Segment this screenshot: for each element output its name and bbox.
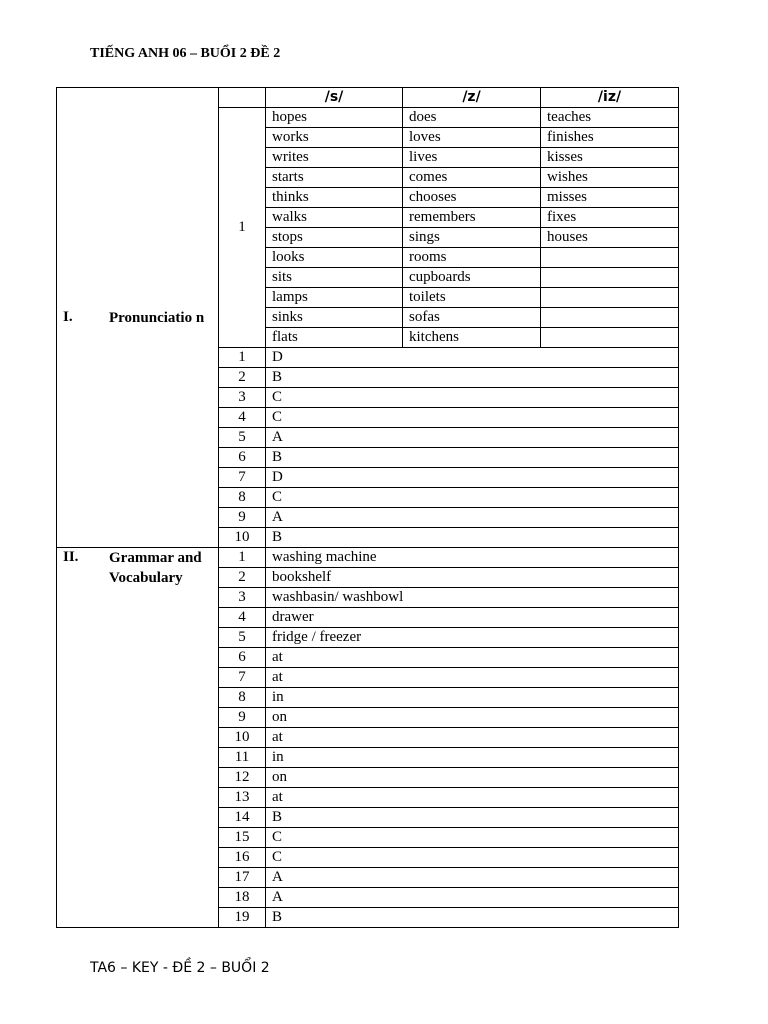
question-number: 7 xyxy=(219,668,266,688)
answer-cell: bookshelf xyxy=(266,568,679,588)
answer-cell: A xyxy=(266,508,679,528)
word-cell: hopes xyxy=(266,108,403,128)
word-cell: remembers xyxy=(403,208,541,228)
answer-cell: B xyxy=(266,908,679,928)
question-number: 5 xyxy=(219,428,266,448)
word-cell: sings xyxy=(403,228,541,248)
word-cell: wishes xyxy=(541,168,679,188)
answer-cell: B xyxy=(266,808,679,828)
grammar-section-name: Grammar and Vocabulary xyxy=(109,550,202,586)
word-cell: lamps xyxy=(266,288,403,308)
answer-cell: C xyxy=(266,848,679,868)
question-number: 9 xyxy=(219,708,266,728)
question-number: 9 xyxy=(219,508,266,528)
question-number: 2 xyxy=(219,568,266,588)
answer-cell: D xyxy=(266,468,679,488)
question-number: 8 xyxy=(219,688,266,708)
question-number: 17 xyxy=(219,868,266,888)
question-number: 8 xyxy=(219,488,266,508)
question-number: 7 xyxy=(219,468,266,488)
question-number: 13 xyxy=(219,788,266,808)
word-cell: does xyxy=(403,108,541,128)
answer-cell: at xyxy=(266,668,679,688)
page-footer: TA6 – KEY - ĐỀ 2 – BUỔI 2 xyxy=(90,960,270,976)
word-cell: sits xyxy=(266,268,403,288)
question-number: 1 xyxy=(219,108,266,348)
table-header-row xyxy=(57,88,679,108)
question-number: 14 xyxy=(219,808,266,828)
question-number: 6 xyxy=(219,648,266,668)
sound-column-header: /iz/ xyxy=(541,88,679,108)
word-cell: fixes xyxy=(541,208,679,228)
question-number: 15 xyxy=(219,828,266,848)
question-number: 1 xyxy=(219,548,266,568)
answer-cell: D xyxy=(266,348,679,368)
word-cell: teaches xyxy=(541,108,679,128)
answer-cell: fridge / freezer xyxy=(266,628,679,648)
question-number: 3 xyxy=(219,588,266,608)
answer-cell: at xyxy=(266,728,679,748)
answer-cell: B xyxy=(266,368,679,388)
question-number: 4 xyxy=(219,608,266,628)
question-number: 16 xyxy=(219,848,266,868)
word-cell xyxy=(541,268,679,288)
word-cell: chooses xyxy=(403,188,541,208)
word-cell: kisses xyxy=(541,148,679,168)
answer-cell: on xyxy=(266,708,679,728)
answer-key-table xyxy=(56,87,679,928)
question-number: 6 xyxy=(219,448,266,468)
word-cell: finishes xyxy=(541,128,679,148)
word-cell: flats xyxy=(266,328,403,348)
answer-cell: washing machine xyxy=(266,548,679,568)
grammar-section-label xyxy=(57,548,219,928)
answer-cell: at xyxy=(266,648,679,668)
answer-cell: B xyxy=(266,528,679,548)
word-cell xyxy=(541,308,679,328)
word-cell: sinks xyxy=(266,308,403,328)
word-cell: looks xyxy=(266,248,403,268)
question-number: 10 xyxy=(219,728,266,748)
question-number: 3 xyxy=(219,388,266,408)
answer-cell: in xyxy=(266,748,679,768)
word-cell: lives xyxy=(403,148,541,168)
table-row xyxy=(57,548,679,568)
word-cell: houses xyxy=(541,228,679,248)
answer-cell: washbasin/ washbowl xyxy=(266,588,679,608)
grammar-section-number: II. xyxy=(63,549,79,565)
word-cell: sofas xyxy=(403,308,541,328)
word-cell: rooms xyxy=(403,248,541,268)
question-number: 1 xyxy=(219,348,266,368)
question-number: 18 xyxy=(219,888,266,908)
word-cell: thinks xyxy=(266,188,403,208)
question-number: 2 xyxy=(219,368,266,388)
answer-cell: A xyxy=(266,428,679,448)
answer-cell: on xyxy=(266,768,679,788)
word-cell: misses xyxy=(541,188,679,208)
sound-column-header: /s/ xyxy=(266,88,403,108)
word-cell xyxy=(541,288,679,308)
sound-column-header: /z/ xyxy=(403,88,541,108)
answer-cell: C xyxy=(266,488,679,508)
answer-cell: A xyxy=(266,868,679,888)
word-cell: writes xyxy=(266,148,403,168)
word-cell xyxy=(541,248,679,268)
pronunciation-section-label xyxy=(57,88,219,548)
pronunciation-section-name: Pronunciatio n xyxy=(109,309,205,326)
answer-cell: C xyxy=(266,828,679,848)
word-cell xyxy=(541,328,679,348)
answer-cell: drawer xyxy=(266,608,679,628)
word-cell: starts xyxy=(266,168,403,188)
answer-cell: in xyxy=(266,688,679,708)
word-cell: loves xyxy=(403,128,541,148)
header-blank-cell xyxy=(219,88,266,108)
question-number: 12 xyxy=(219,768,266,788)
question-number: 19 xyxy=(219,908,266,928)
document-title: TIẾNG ANH 06 – BUỔI 2 ĐỀ 2 xyxy=(90,46,281,61)
answer-cell: A xyxy=(266,888,679,908)
word-cell: works xyxy=(266,128,403,148)
answer-cell: C xyxy=(266,408,679,428)
question-number: 11 xyxy=(219,748,266,768)
pronunciation-section-number: I. xyxy=(63,308,73,325)
question-number: 5 xyxy=(219,628,266,648)
answer-cell: B xyxy=(266,448,679,468)
word-cell: comes xyxy=(403,168,541,188)
word-cell: kitchens xyxy=(403,328,541,348)
word-cell: toilets xyxy=(403,288,541,308)
answer-cell: C xyxy=(266,388,679,408)
answer-cell: at xyxy=(266,788,679,808)
word-cell: stops xyxy=(266,228,403,248)
answer-key-body xyxy=(57,88,679,928)
word-cell: cupboards xyxy=(403,268,541,288)
question-number: 10 xyxy=(219,528,266,548)
question-number: 4 xyxy=(219,408,266,428)
word-cell: walks xyxy=(266,208,403,228)
